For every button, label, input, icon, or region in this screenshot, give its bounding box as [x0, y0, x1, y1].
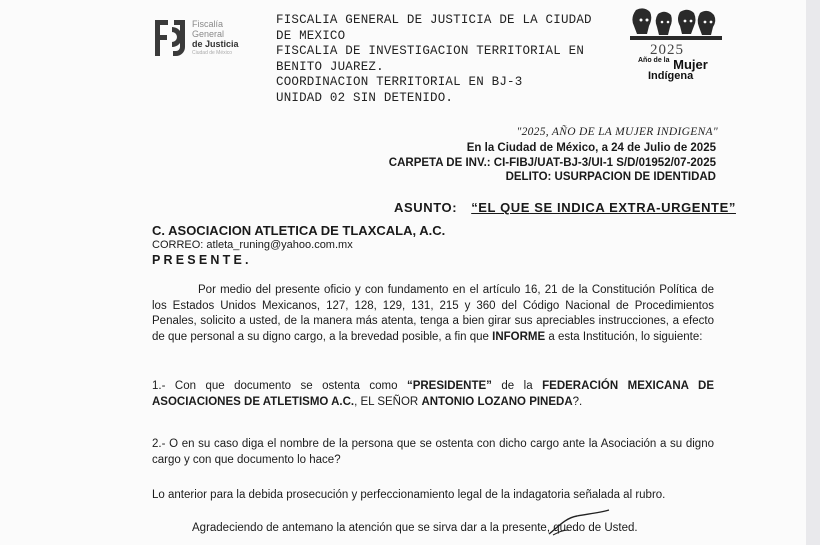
page-edge [806, 0, 820, 545]
body-paragraph-request [152, 283, 714, 345]
subject-label: ASUNTO: [394, 200, 458, 215]
body-paragraph-closing: Lo anterior para la debida prosecución y perfeccionamiento legal de la indagatoria señalada al rubro. [152, 489, 666, 501]
year-motto: "2025, AÑO DE LA MUJER INDIGENA" [516, 126, 718, 138]
logo-prefix: Año de la [638, 57, 670, 64]
paragraph-text: ?. [572, 395, 583, 408]
logo-line-3: de Justicia [192, 39, 239, 49]
body-item-1 [152, 379, 714, 410]
logo-word-mujer: Mujer [673, 57, 708, 72]
logo-line-2: General [192, 29, 225, 39]
emphasis-presidente: “PRESIDENTE” [406, 380, 492, 392]
header-line: UNIDAD 02 SIN DETENIDO. [276, 90, 454, 105]
header-line: BENITO JUAREZ. [276, 59, 384, 74]
addressee-email: CORREO: atleta_runing@yahoo.com.mx [152, 239, 353, 251]
fgj-logo-text [192, 19, 239, 58]
offense: DELITO: USURPACION DE IDENTIDAD [505, 171, 716, 183]
emphasis-person-name: ANTONIO LOZANO PINEDA [421, 395, 573, 408]
paragraph-text: 1.- Con que documento se ostenta como [152, 380, 407, 392]
header-line: DE MEXICO [276, 28, 346, 43]
logo-line-4: Ciudad de México [192, 50, 233, 56]
emphasis-federacion: FEDERACIÓN MEXICANA DE ASOCIACIONES DE ATLETISMO A.C. [152, 380, 714, 408]
header-line: FISCALIA DE INVESTIGACION TERRITORIAL EN [276, 44, 585, 58]
header-line: FISCALIA GENERAL DE JUSTICIA DE LA CIUDAD [276, 13, 592, 27]
mujer-indigena-logo [628, 6, 724, 84]
case-metadata [389, 141, 716, 185]
addressee-name: C. ASOCIACION ATLETICA DE TLAXCALA, A.C. [152, 223, 446, 238]
paragraph-text: de la [491, 380, 543, 392]
fgj-logo-icon [152, 17, 188, 59]
body-paragraph-thanks: Agradeciendo de antemano la atención que se sirva dar a la presente, quedo de Usted. [192, 522, 638, 534]
addressee-block [152, 223, 445, 268]
subject-line [394, 200, 736, 215]
body-item-2: 2.- O en su caso diga el nombre de la persona que se ostenta con dicho cargo ante la Asociación a su digno cargo y con que documento lo hace? [152, 438, 714, 466]
emphasis-informe: INFORME [492, 330, 546, 343]
logo-word-indigena: Indígena [648, 70, 694, 82]
place-date: En la Ciudad de México, a 24 de Julio de 2025 [466, 142, 716, 154]
institution-header [276, 13, 592, 106]
paragraph-text: Por medio del presente oficio y con fundamento en el artículo 16, 21 de la Constitución Política de los Estados Unidos Mexicanos, 127, 128, 129, 131, 215 y 360 del Código Nacional de Procedimientos Penales, solicito a usted, de la manera más atenta, tenga a bien girar sus apreciables instrucciones, a efecto de que personal a su digno cargo, a la brevedad posible, a fin que [152, 284, 714, 343]
subject-value: “EL QUE SE INDICA EXTRA-URGENTE” [471, 200, 736, 215]
case-file-number: CARPETA DE INV.: CI-FIBJ/UAT-BJ-3/UI-1 S/D/01952/07-2025 [388, 156, 716, 169]
header-line: COORDINACION TERRITORIAL EN BJ-3 [276, 75, 523, 89]
logo-year: 2025 [650, 42, 684, 58]
paragraph-text: a esta Institución, lo siguiente: [545, 330, 703, 343]
signature-stroke-icon [543, 508, 613, 538]
logo-line-1: Fiscalía [192, 19, 224, 29]
paragraph-text: , EL SEÑOR [354, 395, 422, 408]
presente-label: PRESENTE. [152, 253, 252, 267]
